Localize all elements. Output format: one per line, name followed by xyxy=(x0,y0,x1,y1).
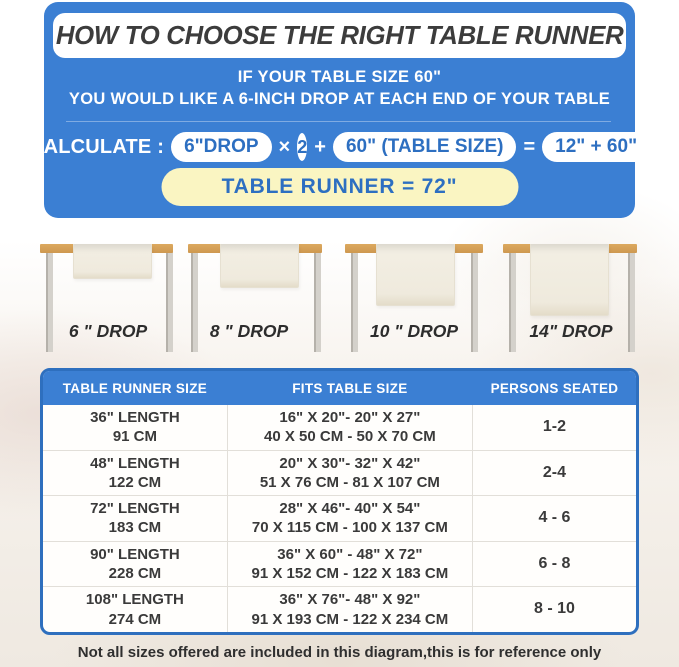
persons-cell: 1-2 xyxy=(542,418,567,436)
fits-inches: 16" X 20"- 20" X 27" xyxy=(279,409,421,427)
table-row xyxy=(43,586,636,632)
tabletop xyxy=(345,244,483,253)
runner-length: 48" LENGTH xyxy=(90,454,180,472)
tabletop xyxy=(503,244,637,253)
table-leg xyxy=(628,252,635,352)
times-operator: × xyxy=(278,135,291,158)
column-header-fits-size: FITS TABLE SIZE xyxy=(292,380,408,396)
size-table-header xyxy=(43,371,636,405)
fits-size-cell xyxy=(227,542,473,587)
fits-size-cell xyxy=(227,587,473,632)
fits-inches: 36" X 60" - 48" X 72" xyxy=(277,545,423,563)
fits-cm: 91 X 152 CM - 122 X 183 CM xyxy=(251,565,449,583)
table-row xyxy=(43,405,636,450)
table-leg xyxy=(46,252,53,352)
table-leg xyxy=(166,252,173,352)
runner-length-cm: 274 CM xyxy=(108,610,162,628)
hero-panel xyxy=(28,2,638,218)
runner-result-pill: TABLE RUNNER = 72" xyxy=(161,168,518,206)
fits-cm: 51 X 76 CM - 81 X 107 CM xyxy=(259,473,440,491)
multiplier-circle: 2 xyxy=(297,133,307,161)
runner-length-cm: 183 CM xyxy=(108,519,162,537)
runner-length-cm: 122 CM xyxy=(108,473,162,491)
calculation-row xyxy=(28,130,638,164)
runner-length: 90" LENGTH xyxy=(90,545,180,563)
table-runner-illustration xyxy=(530,244,609,316)
persons-cell: 6 - 8 xyxy=(538,554,571,572)
table-runner-illustration xyxy=(376,244,455,306)
size-table-panel xyxy=(40,368,639,635)
sum-pill: 12" + 60" xyxy=(542,132,650,163)
fits-inches: 36" X 76"- 48" X 92" xyxy=(279,591,421,609)
runner-size-cell xyxy=(43,590,227,628)
table-row xyxy=(43,541,636,587)
table-leg xyxy=(471,252,478,352)
tabletop xyxy=(40,244,173,253)
footnote: Not all sizes offered are included in this diagram,this is for reference only xyxy=(77,644,602,661)
runner-length-cm: 91 CM xyxy=(112,428,157,446)
table-row xyxy=(43,495,636,541)
drop-label-8: 8 " DROP xyxy=(209,321,289,341)
runner-length: 108" LENGTH xyxy=(85,591,184,609)
persons-cell: 4 - 6 xyxy=(538,509,571,527)
size-table-body xyxy=(43,405,636,632)
column-header-runner-size: TABLE RUNNER SIZE xyxy=(62,380,208,396)
persons-cell: 2-4 xyxy=(542,463,567,481)
title-banner xyxy=(53,13,626,58)
runner-size-cell xyxy=(43,499,227,537)
plus-operator: + xyxy=(314,135,326,158)
runner-size-cell xyxy=(43,408,227,446)
hero-subtitle-line2: YOU WOULD LIKE A 6-INCH DROP AT EACH END OF YOUR TABLE xyxy=(68,90,611,108)
persons-cell: 8 - 10 xyxy=(533,600,575,618)
tabletop xyxy=(188,244,322,253)
runner-size-cell xyxy=(43,545,227,583)
drop-label-6: 6 " DROP xyxy=(68,321,148,341)
drop-pill: 6"DROP xyxy=(171,132,271,163)
table-runner-illustration xyxy=(73,244,152,279)
fits-size-cell xyxy=(227,405,473,450)
table-leg xyxy=(351,252,358,352)
table-row xyxy=(43,450,636,496)
equals-operator: = xyxy=(523,135,536,158)
table-leg xyxy=(509,252,516,352)
runner-length: 72" LENGTH xyxy=(90,500,180,518)
table-size-pill: 60" (TABLE SIZE) xyxy=(333,132,517,163)
calculate-label: CALCULATE : xyxy=(28,135,165,158)
fits-inches: 20" X 30"- 32" X 42" xyxy=(279,454,421,472)
table-leg xyxy=(314,252,321,352)
runner-length-cm: 228 CM xyxy=(108,565,162,583)
fits-cm: 91 X 193 CM - 122 X 234 CM xyxy=(251,610,449,628)
column-header-persons: PERSONS SEATED xyxy=(490,380,619,396)
table-runner-illustration xyxy=(220,244,299,288)
fits-inches: 28" X 46"- 40" X 54" xyxy=(279,500,421,518)
hero-subtitle-line1: IF YOUR TABLE SIZE 60" xyxy=(237,68,442,86)
fits-cm: 40 X 50 CM - 50 X 70 CM xyxy=(264,428,436,446)
drop-label-10: 10 " DROP xyxy=(369,321,459,341)
fits-size-cell xyxy=(227,496,473,541)
page-title: HOW TO CHOOSE THE RIGHT TABLE RUNNER xyxy=(55,20,624,50)
fits-size-cell xyxy=(227,451,473,496)
runner-length: 36" LENGTH xyxy=(90,409,180,427)
runner-size-cell xyxy=(43,454,227,492)
fits-cm: 70 X 115 CM - 100 X 137 CM xyxy=(251,519,448,537)
hero-divider xyxy=(66,121,611,122)
drop-label-14: 14" DROP xyxy=(529,321,613,341)
table-leg xyxy=(191,252,198,352)
